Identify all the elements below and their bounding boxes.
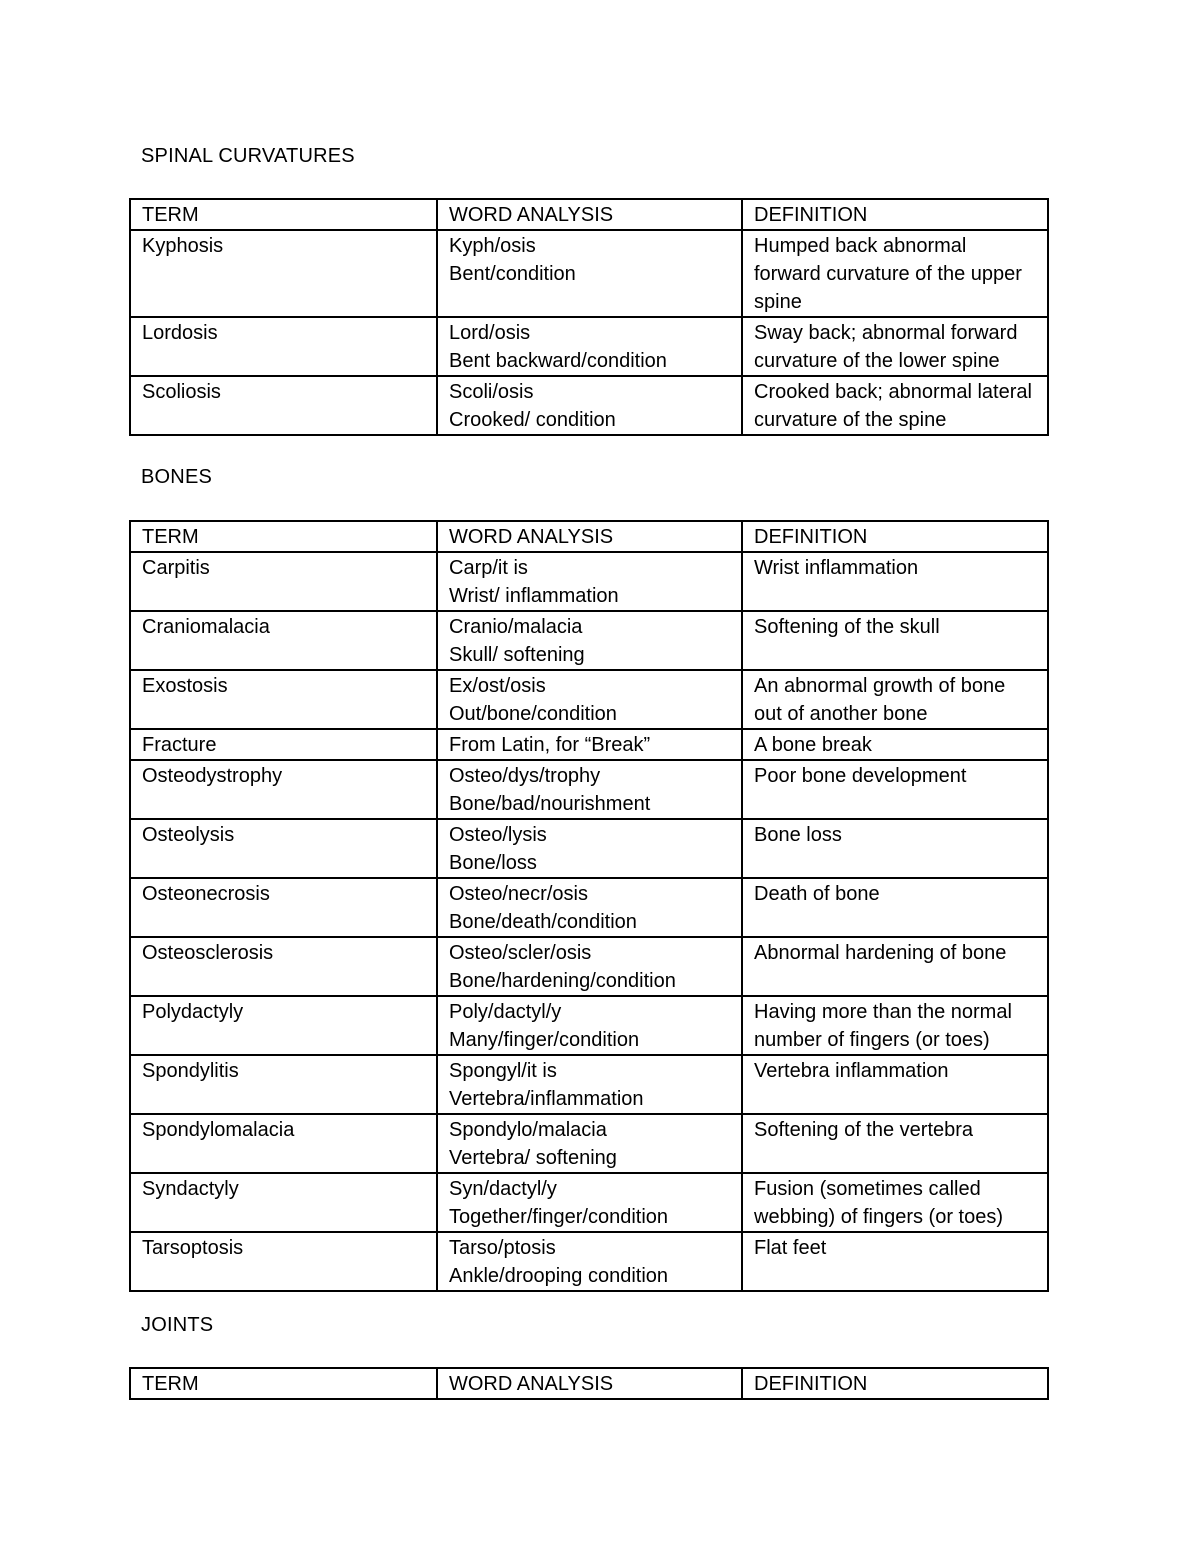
table-row (130, 670, 1048, 729)
analysis-line: Bone/death/condition (449, 911, 637, 933)
term-cell: Polydactyly (130, 996, 437, 1055)
term-cell: Spondylomalacia (130, 1114, 437, 1173)
term-cell: Scoliosis (130, 376, 437, 435)
table-header-row (130, 199, 1048, 230)
bones-table (129, 520, 1049, 1292)
definition-cell (742, 611, 1048, 670)
analysis-line: Lord/osis (449, 322, 531, 344)
analysis-line: Osteo/dys/trophy (449, 765, 601, 787)
term-cell: Syndactyly (130, 1173, 437, 1232)
analysis-cell (437, 611, 742, 670)
table-row (130, 230, 1048, 317)
definition-text: Softening of the skull (754, 616, 940, 638)
definition-text: Abnormal hardening of bone (754, 942, 1007, 964)
analysis-cell (437, 819, 742, 878)
table-row (130, 937, 1048, 996)
analysis-line: Osteo/lysis (449, 824, 547, 846)
spinal-curvatures-table (129, 198, 1049, 436)
definition-text: Softening of the vertebra (754, 1119, 974, 1141)
header-term: TERM (130, 521, 437, 552)
analysis-line: Together/finger/condition (449, 1206, 669, 1228)
table-row (130, 376, 1048, 435)
definition-text: Bone loss (754, 824, 842, 846)
analysis-line: Tarso/ptosis (449, 1237, 556, 1259)
analysis-cell (437, 230, 742, 317)
analysis-line: Ankle/drooping condition (449, 1265, 669, 1287)
definition-cell (742, 819, 1048, 878)
header-term: TERM (130, 1368, 437, 1399)
analysis-cell (437, 376, 742, 435)
definition-text: Vertebra inflammation (754, 1060, 949, 1082)
definition-cell (742, 878, 1048, 937)
analysis-line: Bone/loss (449, 852, 537, 874)
header-term: TERM (130, 199, 437, 230)
analysis-line: Syn/dactyl/y (449, 1178, 557, 1200)
table-row (130, 1114, 1048, 1173)
analysis-cell (437, 996, 742, 1055)
term-cell: Osteonecrosis (130, 878, 437, 937)
table-row (130, 317, 1048, 376)
definition-cell (742, 230, 1048, 317)
header-definition: DEFINITION (742, 1368, 1048, 1399)
analysis-line: Vertebra/inflammation (449, 1088, 644, 1110)
analysis-cell (437, 670, 742, 729)
analysis-line: Osteo/scler/osis (449, 942, 592, 964)
term-cell: Craniomalacia (130, 611, 437, 670)
definition-text: Flat feet (754, 1237, 827, 1259)
analysis-line: Cranio/malacia (449, 616, 583, 638)
header-definition: DEFINITION (742, 521, 1048, 552)
table-row (130, 1173, 1048, 1232)
analysis-cell (437, 552, 742, 611)
table-row (130, 729, 1048, 760)
analysis-line: Spondylo/malacia (449, 1119, 607, 1141)
definition-text: Poor bone development (754, 765, 967, 787)
term-cell: Fracture (130, 729, 437, 760)
definition-cell (742, 760, 1048, 819)
table-row (130, 1055, 1048, 1114)
term-cell: Tarsoptosis (130, 1232, 437, 1291)
definition-cell (742, 729, 1048, 760)
definition-cell (742, 996, 1048, 1055)
analysis-line: Ex/ost/osis (449, 675, 546, 697)
term-cell: Osteolysis (130, 819, 437, 878)
header-word-analysis: WORD ANALYSIS (437, 199, 742, 230)
analysis-line: Crooked/ condition (449, 409, 616, 431)
term-cell: Osteodystrophy (130, 760, 437, 819)
header-definition: DEFINITION (742, 199, 1048, 230)
definition-text: Humped back abnormal forward curvature of the upper spine (754, 235, 1022, 313)
definition-cell (742, 937, 1048, 996)
analysis-cell (437, 1114, 742, 1173)
analysis-line: From Latin, for “Break” (449, 734, 651, 756)
term-cell: Carpitis (130, 552, 437, 611)
table-row (130, 611, 1048, 670)
definition-text: An abnormal growth of bone out of another bone (754, 675, 1006, 725)
analysis-line: Bone/hardening/condition (449, 970, 676, 992)
analysis-line: Bent backward/condition (449, 350, 667, 372)
joints-table (129, 1367, 1049, 1400)
analysis-cell (437, 878, 742, 937)
analysis-line: Osteo/necr/osis (449, 883, 588, 905)
definition-cell (742, 552, 1048, 611)
table-row (130, 1232, 1048, 1291)
table-row (130, 552, 1048, 611)
analysis-line: Kyph/osis (449, 235, 536, 257)
definition-cell (742, 670, 1048, 729)
definition-cell (742, 317, 1048, 376)
analysis-line: Skull/ softening (449, 644, 585, 666)
table-row (130, 996, 1048, 1055)
table-row (130, 819, 1048, 878)
header-word-analysis: WORD ANALYSIS (437, 521, 742, 552)
definition-text: Death of bone (754, 883, 880, 905)
table-header-row (130, 1368, 1048, 1399)
term-cell: Exostosis (130, 670, 437, 729)
term-cell: Spondylitis (130, 1055, 437, 1114)
definition-text: Wrist inflammation (754, 557, 919, 579)
analysis-line: Vertebra/ softening (449, 1147, 617, 1169)
definition-text: Crooked back; abnormal lateral curvature of the spine (754, 381, 1032, 431)
analysis-line: Poly/dactyl/y (449, 1001, 562, 1023)
section-title-spinal-curvatures: SPINAL CURVATURES (141, 145, 355, 167)
analysis-line: Out/bone/condition (449, 703, 617, 725)
term-cell: Kyphosis (130, 230, 437, 317)
analysis-line: Scoli/osis (449, 381, 534, 403)
analysis-line: Wrist/ inflammation (449, 585, 619, 607)
analysis-line: Carp/it is (449, 557, 528, 579)
definition-text: Sway back; abnormal forward curvature of the lower spine (754, 322, 1018, 372)
analysis-cell (437, 1055, 742, 1114)
analysis-cell (437, 729, 742, 760)
definition-cell (742, 376, 1048, 435)
definition-cell (742, 1055, 1048, 1114)
analysis-cell (437, 317, 742, 376)
definition-text: Fusion (sometimes called webbing) of fingers (or toes) (754, 1178, 1004, 1228)
table-header-row (130, 521, 1048, 552)
term-cell: Lordosis (130, 317, 437, 376)
table-row (130, 760, 1048, 819)
analysis-cell (437, 1173, 742, 1232)
analysis-line: Bone/bad/nourishment (449, 793, 651, 815)
definition-cell (742, 1173, 1048, 1232)
definition-text: Having more than the normal number of fingers (or toes) (754, 1001, 1012, 1051)
analysis-line: Spongyl/it is (449, 1060, 557, 1082)
analysis-line: Bent/condition (449, 263, 576, 285)
definition-text: A bone break (754, 734, 872, 756)
section-title-bones: BONES (141, 466, 213, 488)
analysis-cell (437, 760, 742, 819)
analysis-line: Many/finger/condition (449, 1029, 640, 1051)
table-row (130, 878, 1048, 937)
section-title-joints: JOINTS (141, 1314, 214, 1336)
analysis-cell (437, 1232, 742, 1291)
analysis-cell (437, 937, 742, 996)
definition-cell (742, 1232, 1048, 1291)
header-word-analysis: WORD ANALYSIS (437, 1368, 742, 1399)
definition-cell (742, 1114, 1048, 1173)
term-cell: Osteosclerosis (130, 937, 437, 996)
